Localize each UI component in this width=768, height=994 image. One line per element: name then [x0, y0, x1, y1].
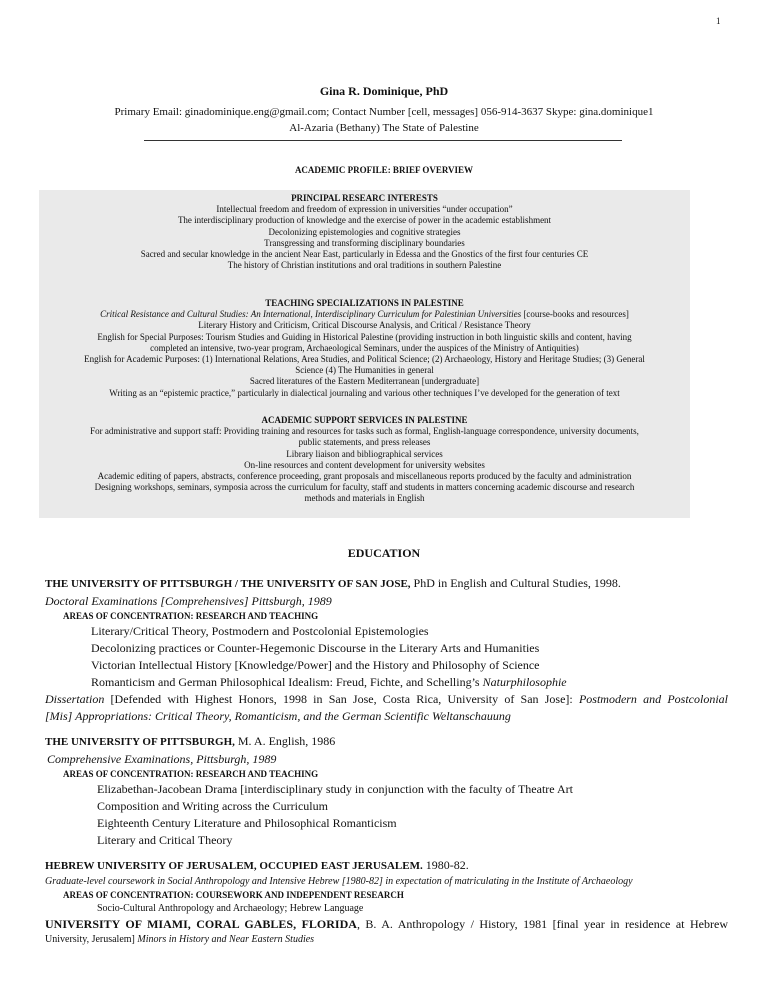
- education-section: [45, 575, 728, 947]
- list-item: methods and materials in English: [304, 493, 425, 504]
- list-item: Science (4) The Humanities in general: [295, 365, 434, 376]
- list-item: For administrative and support staff: Providing training and resources for tasks such as formal, English-language correspondence, university documents,: [90, 426, 639, 437]
- hebrew-areas-heading: AREAS OF CONCENTRATION: COURSEWORK AND INDEPENDENT RESEARCH: [63, 890, 404, 900]
- list-item: Literary/Critical Theory, Postmodern and Postcolonial Epistemologies: [91, 624, 429, 638]
- list-item: The interdisciplinary production of knowledge and the exercise of power in the academic establishment: [177, 215, 552, 226]
- list-item: Socio-Cultural Anthropology and Archaeology; Hebrew Language: [97, 903, 364, 914]
- list-item: Critical Resistance and Cultural Studies: An International, Interdisciplinary Curriculum for Palestinian Universities [course-books and resources]: [100, 309, 629, 320]
- contact-line: Primary Email: ginadominique.eng@gmail.com; Contact Number [cell, messages] 056-914-3637 Skype: gina.dominique1: [114, 106, 654, 118]
- contact-block: [0, 104, 768, 136]
- list-item: Transgressing and transforming disciplinary boundaries: [264, 237, 465, 248]
- list-item: English for Special Purposes: Tourism Studies and Guiding in Historical Palestine (providing instruction in both linguistic skills and content, having: [97, 331, 632, 342]
- list-item: Victorian Intellectual History [Knowledge/Power] and the History and Philosophy of Science: [91, 658, 540, 672]
- overview-heading: ACADEMIC PROFILE: BRIEF OVERVIEW: [294, 165, 474, 175]
- list-item: English for Academic Purposes: (1) International Relations, Area Studies, and Political Science; (2) Archaeology, History and Heritage Studies; (3) General: [84, 354, 645, 365]
- phd-areas-heading: AREAS OF CONCENTRATION: RESEARCH AND TEACHING: [63, 611, 319, 621]
- dissertation-line: Dissertation [Defended with Highest Honors, 1998 in San Jose, Costa Rica, University of San Jose]: Postmodern and Postcolonial: [45, 692, 728, 706]
- ma-title-line: THE UNIVERSITY OF PITTSBURGH, M. A. English, 1986: [45, 734, 336, 748]
- list-item: Intellectual freedom and freedom of expression in universities “under occupation”: [216, 204, 513, 215]
- list-item: Romanticism and German Philosophical Idealism: Freud, Fichte, and Schelling’s Naturphilosophie: [91, 675, 567, 689]
- support-services: [39, 415, 690, 505]
- phd-title-line: THE UNIVERSITY OF PITTSBURGH / THE UNIVERSITY OF SAN JOSE, PhD in English and Cultural Studies, 1998.: [45, 576, 621, 590]
- list-item: Sacred literatures of the Eastern Mediterranean [undergraduate]: [249, 376, 480, 387]
- research-heading: PRINCIPAL RESEARC INTERESTS: [291, 193, 438, 203]
- miami-continuation: University, Jerusalem] Minors in History and Near Eastern Studies: [45, 934, 315, 945]
- hebrew-coursework: Graduate-level coursework in Social Anthropology and Intensive Hebrew [1980-82] in expectation of matriculating in the Institute of Archaeology: [45, 876, 633, 887]
- list-item: On-line resources and content development for university websites: [244, 459, 485, 470]
- phd-exams: Doctoral Examinations [Comprehensives] Pittsburgh, 1989: [45, 594, 332, 608]
- teaching-heading: TEACHING SPECIALIZATIONS IN PALESTINE: [265, 298, 464, 308]
- research-interests: [39, 193, 690, 271]
- miami-entry: [45, 916, 728, 947]
- list-item: Elizabethan-Jacobean Drama [interdisciplinary study in conjunction with the faculty of Theatre Art: [97, 782, 573, 796]
- address-line: Al-Azaria (Bethany) The State of Palestine: [289, 122, 479, 134]
- support-heading: ACADEMIC SUPPORT SERVICES IN PALESTINE: [261, 415, 468, 425]
- list-item: completed an intensive, two-year program, Archaeological Seminars, under the auspices of the Ministry of Antiquities): [150, 342, 579, 353]
- hebrew-title-line: HEBREW UNIVERSITY OF JERUSALEM, OCCUPIED EAST JERUSALEM. 1980-82.: [45, 858, 469, 872]
- profile-box: [39, 190, 690, 518]
- ma-areas-heading: AREAS OF CONCENTRATION: RESEARCH AND TEACHING: [63, 769, 319, 779]
- list-item: Designing workshops, seminars, symposia across the curriculum for faculty, staff and students in matters concerning academic discourse and research: [94, 482, 635, 493]
- miami-title-line: UNIVERSITY OF MIAMI, CORAL GABLES, FLORIDA, B. A. Anthropology / History, 1981 [final year in residence at Hebrew: [45, 917, 728, 931]
- list-item: Decolonizing practices or Counter-Hegemonic Discourse in the Literary Arts and Humanities: [91, 641, 540, 655]
- list-item: Literary and Critical Theory: [97, 833, 233, 847]
- list-item: Composition and Writing across the Curriculum: [97, 799, 328, 813]
- page-number: 1: [716, 16, 721, 26]
- list-item: Literary History and Criticism, Critical Discourse Analysis, and Critical / Resistance Theory: [198, 320, 531, 331]
- list-item: Sacred and secular knowledge in the ancient Near East, particularly in Edessa and the Gnostics of the first four centuries CE: [140, 249, 589, 260]
- list-item: Academic editing of papers, abstracts, conference proceeding, grant proposals and miscellaneous reports produced by the faculty and administration: [97, 471, 632, 482]
- dissertation-title: [Mis] Appropriations: Critical Theory, Romanticism, and the German Scientific Weltanschauung: [45, 709, 511, 723]
- header-divider: [144, 140, 622, 141]
- hebrew-entry: [45, 857, 728, 916]
- list-item: public statements, and press releases: [298, 437, 431, 448]
- list-item: Writing as an “epistemic practice,” particularly in dialectical journaling and various other techniques I’ve developed for the generation of text: [109, 387, 620, 398]
- teaching-specializations: [39, 298, 690, 399]
- list-item: Library liaison and bibliographical services: [286, 448, 443, 459]
- author-name: Gina R. Dominique, PhD: [319, 84, 449, 98]
- list-item: Eighteenth Century Literature and Philosophical Romanticism: [97, 816, 397, 830]
- list-item: The history of Christian institutions and oral traditions in southern Palestine: [227, 260, 502, 271]
- education-heading: EDUCATION: [347, 546, 421, 560]
- ma-exams: Comprehensive Examinations, Pittsburgh, 1989: [47, 752, 277, 766]
- list-item: Decolonizing epistemologies and cognitive strategies: [268, 226, 461, 237]
- ma-entry: [45, 733, 728, 849]
- phd-entry: [45, 575, 728, 725]
